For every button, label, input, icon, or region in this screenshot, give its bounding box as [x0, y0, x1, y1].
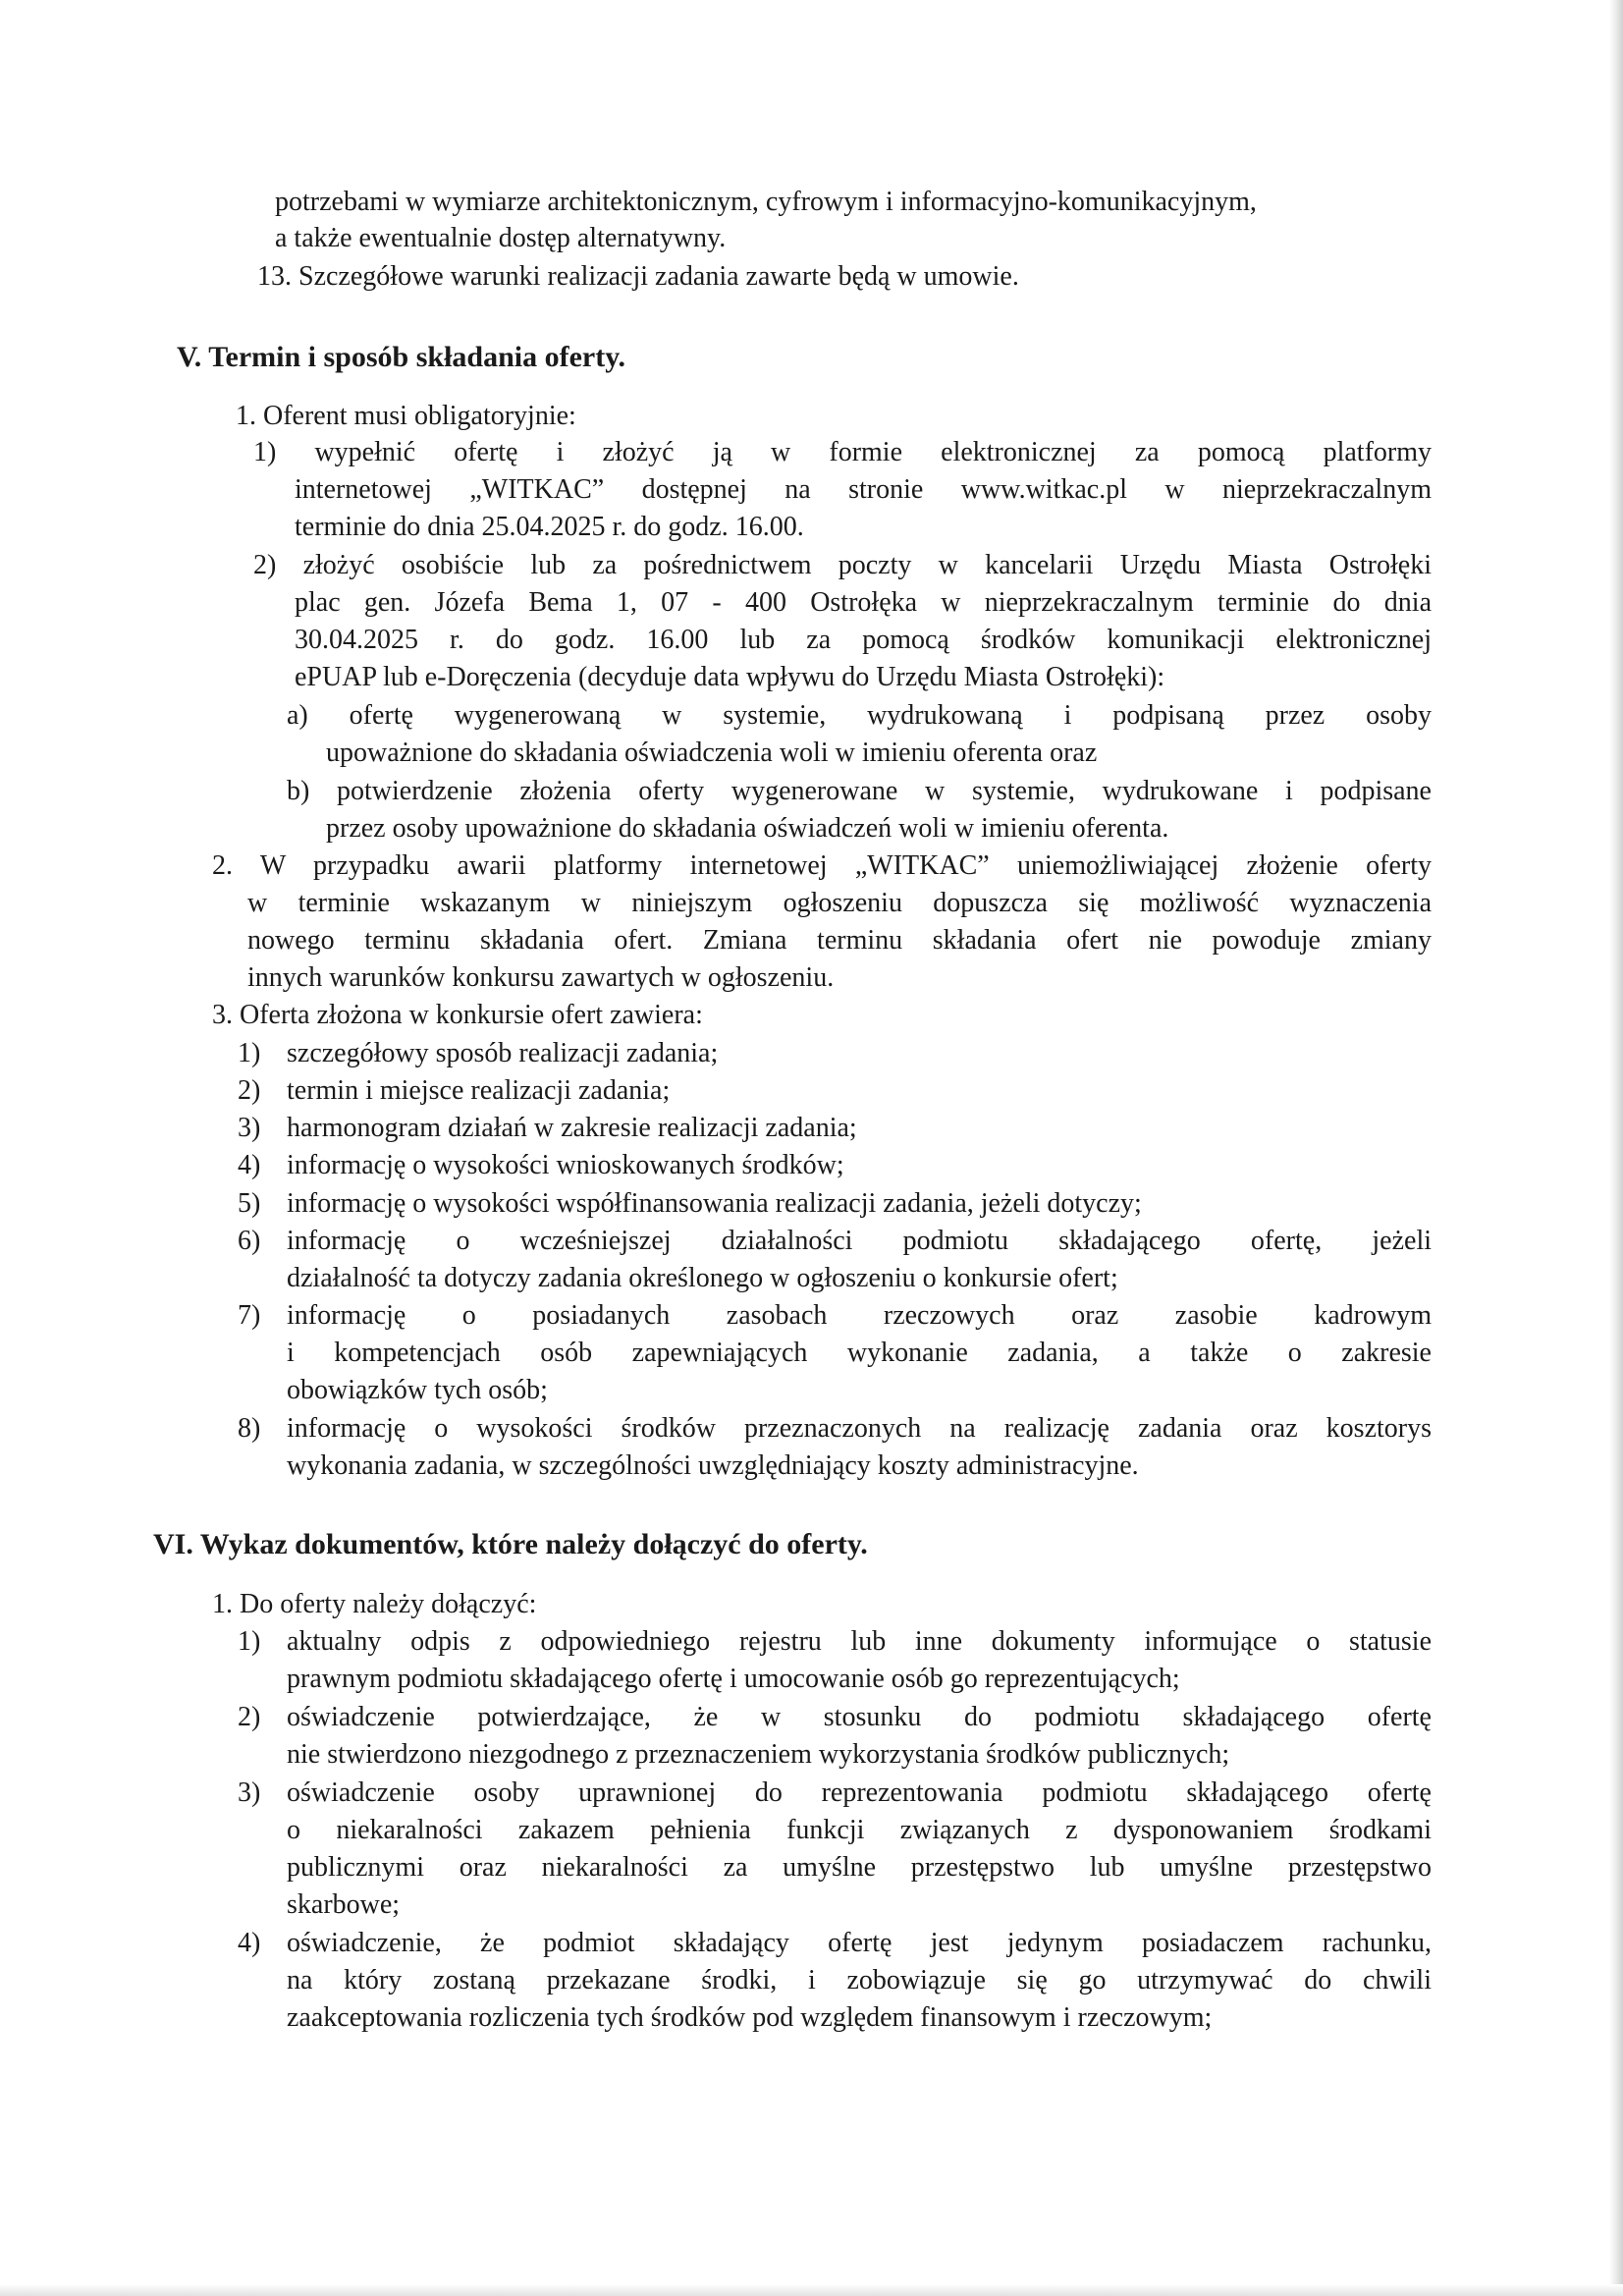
list-item-text: informację o posiadanych zasobach rzeczowych oraz zasobie kadrowym [287, 1300, 1432, 1331]
list-number: 2) [238, 1075, 261, 1106]
list-item-text: działalność ta dotyczy zadania określonego w ogłoszeniu o konkursie ofert; [287, 1263, 1118, 1293]
list-item-text: oświadczenie osoby uprawnionej do reprezentowania podmiotu składającego ofertę [287, 1777, 1432, 1808]
list-item-text: 2) złożyć osobiście lub za pośrednictwem poczty w kancelarii Urzędu Miasta Ostrołęki [253, 550, 1432, 580]
list-number: 1) [238, 1626, 261, 1657]
list-item-text: ePUAP lub e-Doręczenia (decyduje data wpływu do Urzędu Miasta Ostrołęki): [295, 662, 1165, 692]
list-number: 1) [238, 1038, 261, 1068]
list-item-text: nowego terminu składania ofert. Zmiana terminu składania ofert nie powoduje zmiany [247, 925, 1432, 956]
list-item-text: prawnym podmiotu składającego ofertę i umocowanie osób go reprezentujących; [287, 1664, 1180, 1694]
list-item: 1. Do oferty należy dołączyć: [212, 1589, 537, 1619]
list-number: 7) [238, 1300, 261, 1331]
list-item-text: szczegółowy sposób realizacji zadania; [287, 1038, 719, 1068]
list-item-text: plac gen. Józefa Bema 1, 07 - 400 Ostrołęka w nieprzekraczalnym terminie do dnia [295, 587, 1432, 618]
list-number: 4) [238, 1150, 261, 1180]
list-item-text: informację o wcześniejszej działalności podmiotu składającego ofertę, jeżeli [287, 1226, 1432, 1256]
list-item-text: upoważnione do składania oświadczenia woli w imieniu oferenta oraz [326, 738, 1098, 768]
list-item-text: przez osoby upoważnione do składania oświadczeń woli w imieniu oferenta. [326, 813, 1169, 844]
list-item-text: zaakceptowania rozliczenia tych środków pod względem finansowym i rzeczowym; [287, 2002, 1213, 2033]
list-item-text: harmonogram działań w zakresie realizacji zadania; [287, 1113, 857, 1143]
list-item-text: na który zostaną przekazane środki, i zobowiązuje się go utrzymywać do chwili [287, 1965, 1432, 1995]
text-line: a także ewentualnie dostęp alternatywny. [275, 223, 727, 253]
list-item-text: nie stwierdzono niezgodnego z przeznaczeniem wykorzystania środków publicznych; [287, 1739, 1230, 1770]
list-item-text: 30.04.2025 r. do godz. 16.00 lub za pomocą środków komunikacji elektronicznej [295, 625, 1432, 655]
list-item-text: aktualny odpis z odpowiedniego rejestru lub inne dokumenty informujące o statusie [287, 1626, 1432, 1657]
list-item-text: 1) wypełnić ofertę i złożyć ją w formie elektronicznej za pomocą platformy [253, 437, 1432, 467]
list-item-text: innych warunków konkursu zawartych w ogłoszeniu. [247, 962, 835, 993]
list-number: 6) [238, 1226, 261, 1256]
list-number: 5) [238, 1188, 261, 1219]
list-item-text: wykonania zadania, w szczególności uwzględniający koszty administracyjne. [287, 1450, 1139, 1481]
list-item: 13. Szczegółowe warunki realizacji zadania zawarte będą w umowie. [257, 261, 1019, 292]
section-heading: VI. Wykaz dokumentów, które należy dołączyć do oferty. [153, 1528, 868, 1560]
list-item-text: internetowej „WITKAC” dostępnej na stronie www.witkac.pl w nieprzekraczalnym [295, 474, 1432, 505]
list-item-text: publicznymi oraz niekaralności za umyślne przestępstwo lub umyślne przestępstwo [287, 1852, 1432, 1883]
list-item-text: terminie do dnia 25.04.2025 r. do godz. 16.00. [295, 512, 804, 542]
list-item-text: informację o wysokości współfinansowania realizacji zadania, jeżeli dotyczy; [287, 1188, 1142, 1219]
list-item-text: informację o wysokości środków przeznaczonych na realizację zadania oraz kosztorys [287, 1413, 1432, 1444]
list-item-text: o niekaralności zakazem pełnienia funkcji związanych z dysponowaniem środkami [287, 1815, 1432, 1845]
list-item-text: i kompetencjach osób zapewniających wykonanie zadania, a także o zakresie [287, 1338, 1432, 1368]
scan-shadow-right [1609, 0, 1623, 2296]
list-item: 3. Oferta złożona w konkursie ofert zawiera: [212, 1000, 703, 1030]
list-item-text: skarbowe; [287, 1889, 401, 1920]
section-heading: V. Termin i sposób składania oferty. [177, 341, 626, 373]
list-item-text: a) ofertę wygenerowaną w systemie, wydrukowaną i podpisaną przez osoby [287, 700, 1432, 731]
list-item-text: termin i miejsce realizacji zadania; [287, 1075, 671, 1106]
list-item-text: 2. W przypadku awarii platformy internetowej „WITKAC” uniemożliwiającej złożenie oferty [212, 850, 1432, 881]
list-item-text: oświadczenie potwierdzające, że w stosunku do podmiotu składającego ofertę [287, 1702, 1432, 1732]
list-number: 8) [238, 1413, 261, 1444]
list-item-text: b) potwierdzenie złożenia oferty wygenerowane w systemie, wydrukowane i podpisane [287, 776, 1432, 806]
list-item: 1. Oferent musi obligatoryjnie: [236, 401, 576, 431]
list-number: 2) [238, 1702, 261, 1732]
list-item-text: informację o wysokości wnioskowanych środków; [287, 1150, 844, 1180]
list-item-text: w terminie wskazanym w niniejszym ogłoszeniu dopuszcza się możliwość wyznaczenia [247, 888, 1432, 918]
list-number: 3) [238, 1777, 261, 1808]
list-number: 4) [238, 1928, 261, 1958]
scan-shadow-bottom [0, 2284, 1623, 2296]
list-item-text: obowiązków tych osób; [287, 1375, 548, 1405]
list-number: 3) [238, 1113, 261, 1143]
list-item-text: oświadczenie, że podmiot składający ofertę jest jedynym posiadaczem rachunku, [287, 1928, 1432, 1958]
text-line: potrzebami w wymiarze architektonicznym, cyfrowym i informacyjno-komunikacyjnym, [275, 187, 1257, 217]
